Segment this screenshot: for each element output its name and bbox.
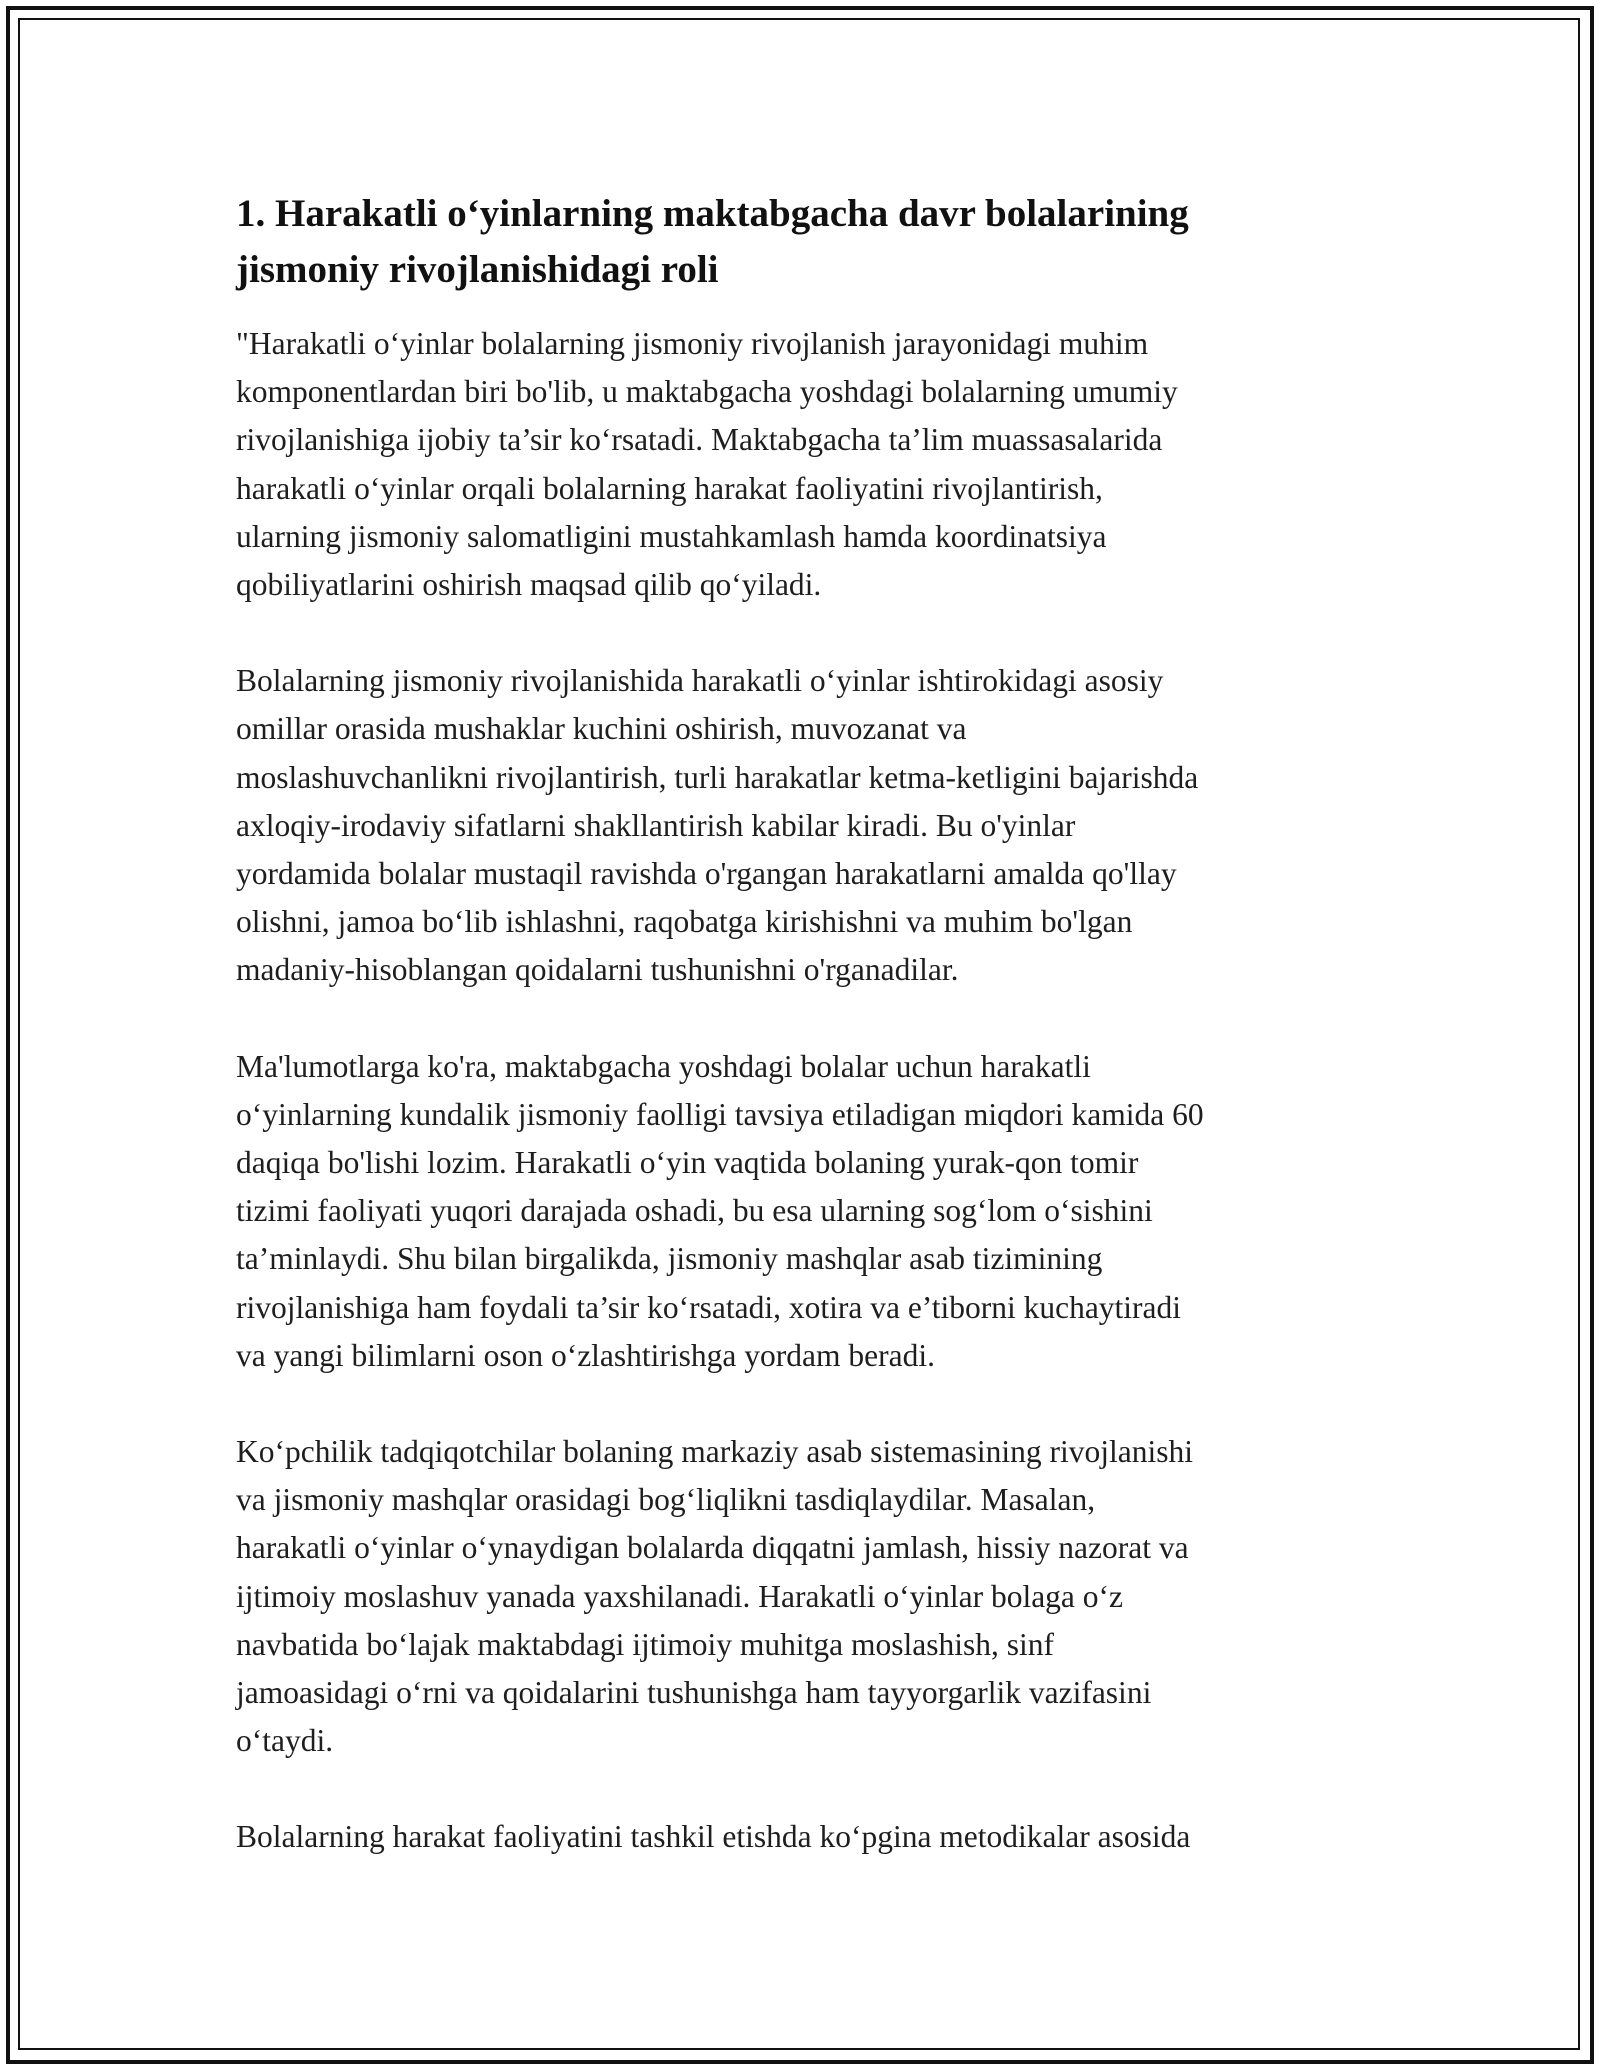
paragraph-2: Bolalarning jismoniy rivojlanishida harakatli o‘yinlar ishtirokidagi asosiy omillar orasida mushaklar kuchini oshirish, muvozanat va moslashuvchanlikni rivojlantirish, turli harakatlar ketma-ketligini bajarishda axloqiy-irodaviy sifatlarni shakllantirish kabilar kiradi. Bu o'yinlar yordamida bolalar mustaqil ravishda o'rgangan harakatlarni amalda qo'llay olishni, jamoa bo‘lib ishlashni, raqobatga kirishishni va muhim bo'lgan madaniy-hisoblangan qoidalarni tushunishni o'rganadilar.: [236, 663, 1199, 988]
paragraph-1: "Harakatli o‘yinlar bolalarning jismoniy rivojlanish jarayonidagi muhim komponentlardan biri bo'lib, u maktabgacha yoshdagi bolalarning umumiy rivojlanishiga ijobiy ta’sir ko‘rsatadi. Maktabgacha ta’lim muassasalarida harakatli o‘yinlar orqali bolalarning harakat faoliyatini rivojlantirish, ularning jismoniy salomatligini mustahkamlash hamda koordinatsiya qobiliyatlarini oshirish maqsad qilib qo‘yiladi.: [236, 326, 1178, 603]
paragraph-4: Ko‘pchilik tadqiqotchilar bolaning markaziy asab sistemasining rivojlanishi va jismoniy mashqlar orasidagi bog‘liqlikni tasdiqlaydilar. Masalan, harakatli o‘yinlar o‘ynaydigan bolalarda diqqatni jamlash, hissiy nazorat va ijtimoiy moslashuv yanada yaxshilanadi. Harakatli o‘yinlar bolaga o‘z navbatida bo‘lajak maktabdagi ijtimoiy muhitga moslashish, sinf jamoasidagi o‘rni va qoidalarini tushunishga ham tayyorgarlik vazifasini o‘taydi.: [236, 1434, 1194, 1759]
section-heading: 1. Harakatli o‘yinlarning maktabgacha davr bolalarining jismoniy rivojlanishidagi roli: [236, 192, 1189, 291]
paragraph-3: Ma'lumotlarga ko'ra, maktabgacha yoshdagi bolalar uchun harakatli o‘yinlarning kundalik jismoniy faolligi tavsiya etiladigan miqdori kamida 60 daqiqa bo'lishi lozim. Harakatli o‘yin vaqtida bolaning yurak-qon tomir tizimi faoliyati yuqori darajada oshadi, bu esa ularning sog‘lom o‘sishini ta’minlaydi. Shu bilan birgalikda, jismoniy mashqlar asab tizimining rivojlanishiga ham foydali ta’sir ko‘rsatadi, xotira va e’tiborni kuchaytiradi va yangi bilimlarni oson o‘zlashtirishga yordam beradi.: [236, 1048, 1204, 1373]
document-page: [236, 186, 1386, 1910]
paragraph-5: Bolalarning harakat faoliyatini tashkil etishda ko‘pgina metodikalar asosida: [236, 1819, 1191, 1855]
